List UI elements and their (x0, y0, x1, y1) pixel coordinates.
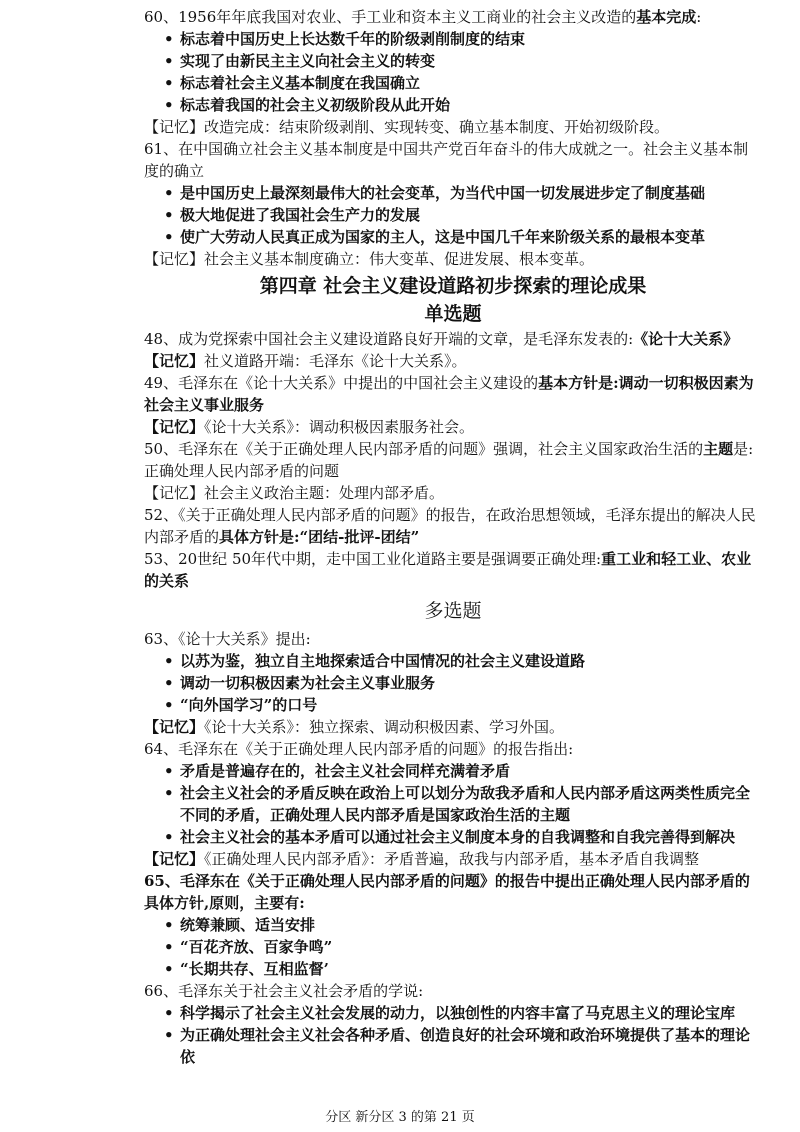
memo-text: 《正确处理人民内部矛盾》：矛盾普遍，敌我与内部矛盾，基本矛盾自我调整 (204, 850, 700, 868)
question-colon: : (696, 8, 702, 26)
answer-item: • 实现了由新民主主义向社会主义的转变 (164, 50, 760, 72)
answer-list (146, 650, 760, 716)
question-keyword: 基本完成 (636, 8, 697, 26)
answer-item: • 矛盾是普遍存在的，社会主义社会同样充满着矛盾 (164, 760, 760, 782)
memo-line (144, 116, 760, 138)
answer-item: • 科学揭示了社会主义社会发展的动力，以独创性的内容丰富了马克思主义的理论宝库 (164, 1002, 760, 1024)
question-text-end: 是: (733, 440, 754, 458)
answer-list (146, 1002, 760, 1068)
answer-item: • 为正确处理社会主义社会各种矛盾、创造良好的社会环境和政治环境提供了基本的理论依 (164, 1024, 760, 1068)
chapter-title: 第四章 社会主义建设道路初步探索的理论成果 (259, 275, 647, 297)
answer-item: • 使广大劳动人民真正成为国家的主人，这是中国几千年来阶级关系的最根本变革 (164, 226, 760, 248)
answer-item: • 调动一切积极因素为社会主义事业服务 (164, 672, 760, 694)
question-61: 61、在中国确立社会主义基本制度是中国共产党百年奋斗的伟大成就之一。社会主义基本制度的确立 (144, 140, 749, 180)
question-answer: 重工业和轻工业、农业的关系 (144, 550, 752, 590)
question-50 (144, 438, 760, 460)
question-text: 49、毛泽东在《论十大关系》中提出的中国社会主义建设的 (144, 374, 539, 392)
memo-text: 社会主义基本制度确立：伟大变革、促进发展、根本变革。 (204, 250, 595, 268)
question-49 (144, 372, 760, 416)
answer-item: • 标志着社会主义基本制度在我国确立 (164, 72, 760, 94)
answer-list (146, 28, 760, 116)
question-48 (144, 328, 760, 350)
answer-item: • 标志着中国历史上长达数千年的阶级剥削制度的结束 (164, 28, 760, 50)
memo-text: 社义道路开端：毛泽东《论十大关系》。 (204, 352, 467, 370)
memo-line (144, 248, 760, 270)
page-footer: 分区 新分区 3 的第 21 页 (325, 1110, 475, 1125)
section-title-multi: 多选题 (424, 600, 482, 622)
memo-line (144, 482, 760, 504)
question-60 (144, 6, 760, 28)
memo-line (144, 848, 760, 870)
memo-tag: 【记忆】 (144, 718, 205, 736)
memo-tag: 【记忆】 (144, 250, 205, 268)
question-answer: 基本方针是:调动一切积极因素为社会主义事业服务 (144, 374, 754, 414)
answer-item: • 社会主义社会的基本矛盾可以通过社会主义制度本身的自我调整和自我完善得到解决 (164, 826, 760, 848)
memo-tag: 【记忆】 (144, 352, 205, 370)
answer-item: • “百花齐放、百家争鸣” (164, 936, 760, 958)
memo-line (144, 350, 760, 372)
answer-item: • “向外国学习”的口号 (164, 694, 760, 716)
memo-tag: 【记忆】 (144, 484, 205, 502)
memo-tag: 【记忆】 (144, 118, 205, 136)
question-52 (144, 504, 760, 548)
question-text: 52、《关于正确处理人民内部矛盾的问题》的报告，在政治思想领域，毛泽东提出的解决人民内部矛盾的 (144, 506, 756, 546)
answer-list (146, 914, 760, 980)
memo-tag: 【记忆】 (144, 418, 205, 436)
question-text: 48、成为党探索中国社会主义建设道路良好开端的文章，是毛泽东发表的: (144, 330, 634, 348)
question-answer: 具体方针是:“团结-批评-团结” (219, 528, 420, 546)
memo-tag: 【记忆】 (144, 850, 205, 868)
memo-text: 社会主义政治主题：处理内部矛盾。 (204, 484, 445, 502)
answer-item: • 是中国历史上最深刻最伟大的社会变革，为当代中国一切发展进步定了制度基础 (164, 182, 760, 204)
question-53 (144, 548, 760, 592)
question-65: 65、毛泽东在《关于正确处理人民内部矛盾的问题》的报告中提出正确处理人民内部矛盾的具体方针,原则，主要有: (144, 872, 750, 912)
question-answer: 正确处理人民内部矛盾的问题 (144, 462, 340, 480)
answer-list (146, 182, 760, 248)
memo-line (144, 716, 760, 738)
question-text: 50、毛泽东在《关于正确处理人民内部矛盾的问题》强调，社会主义国家政治生活的 (144, 440, 704, 458)
section-title-single: 单选题 (424, 303, 482, 325)
answer-item: • 社会主义社会的矛盾反映在政治上可以划分为敌我矛盾和人民内部矛盾这两类性质完全不同的矛盾，正确处理人民内部矛盾是国家政治生活的主题 (164, 782, 760, 826)
memo-text: 《论十大关系》：调动积极因素服务社会。 (204, 418, 475, 436)
answer-item: • “长期共存、互相监督’ (164, 958, 760, 980)
question-text: 53、20世纪 50年代中期，走中国工业化道路主要是强调要正确处理: (144, 550, 602, 568)
answer-item: • 以苏为鉴，独立自主地探索适合中国情况的社会主义建设道路 (164, 650, 760, 672)
question-66: 66、毛泽东关于社会主义社会矛盾的学说: (144, 982, 424, 1000)
memo-line (144, 416, 760, 438)
answer-item: • 极大地促进了我国社会生产力的发展 (164, 204, 760, 226)
answer-item: • 标志着我国的社会主义初级阶段从此开始 (164, 94, 760, 116)
question-keyword: 主题 (703, 440, 734, 458)
question-64: 64、毛泽东在《关于正确处理人民内部矛盾的问题》的报告指出: (144, 740, 574, 758)
memo-text: 改造完成：结束阶级剥削、实现转变、确立基本制度、开始初级阶段。 (204, 118, 670, 136)
answer-item: • 统筹兼顾、适当安排 (164, 914, 760, 936)
question-text: 60、1956年年底我国对农业、手工业和资本主义工商业的社会主义改造的 (144, 8, 637, 26)
memo-text: 《论十大关系》：独立探索、调动积极因素、学习外国。 (204, 718, 565, 736)
question-answer: 《论十大关系》 (633, 330, 739, 348)
question-63: 63、《论十大关系》提出: (144, 630, 311, 648)
answer-list (146, 760, 760, 848)
